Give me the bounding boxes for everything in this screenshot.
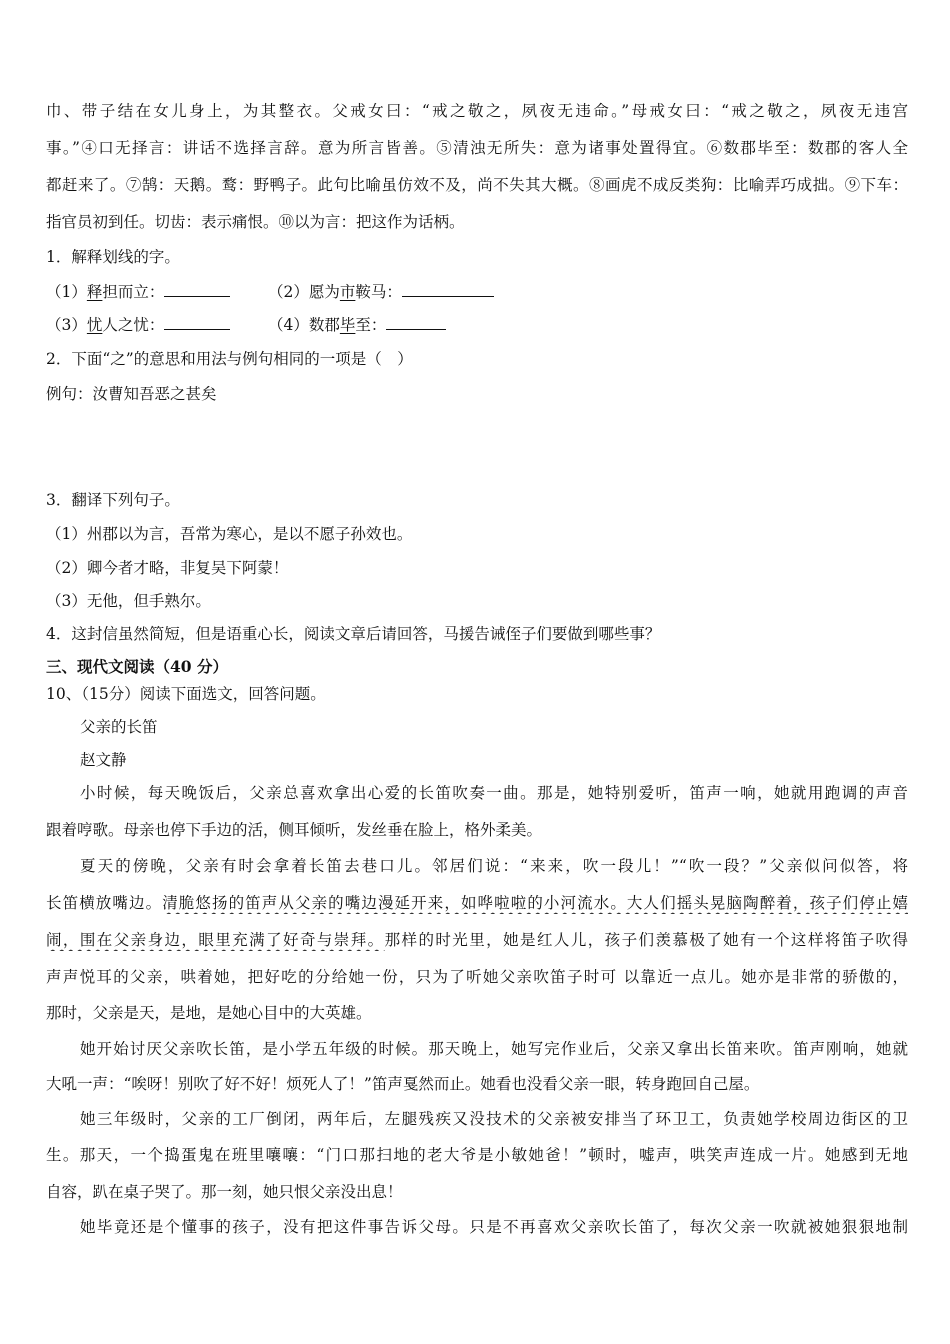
section-heading: 三、现代文阅读（40 分） [46, 657, 228, 676]
para-2-line-2: 长笛横放嘴边。清脆悠扬的笛声从父亲的嘴边漫延开来，如哗啦啦的小河流水。大人们摇头晃脑陶醉着，孩子们停止嬉 [46, 894, 908, 912]
q1-item-1: （1）释担而立： [46, 283, 230, 301]
answer-blank[interactable] [164, 315, 230, 330]
para-1-line-1: 小时候，每天晚饭后，父亲总喜欢拿出心爱的长笛吹奏一曲。那是，她特别爱听，笛声一响，她就用跑调的声音 [80, 784, 908, 802]
para-4-line-2: 生。那天，一个捣蛋鬼在班里嚷嚷：“门口那扫地的老大爷是小敏她爸！”顿时，嘘声，哄笑声连成一片。她感到无地 [46, 1146, 908, 1164]
q1-item-4: （4）数郡毕至： [268, 314, 446, 336]
para-2-line-4: 声声悦耳的父亲，哄着她，把好吃的分给她一份，只为了听她父亲吹笛子时可 以靠近一点儿。她亦是非常的骄傲的， [46, 968, 908, 986]
q1-item-3: （3）忧人之忧： [46, 316, 230, 334]
q10-instruction: 10、（15分）阅读下面选文，回答问题。 [46, 685, 326, 703]
para-3-line-1: 她开始讨厌父亲吹长笛，是小学五年级的时候。那天晚上，她写完作业后，父亲又拿出长笛来吹。笛声刚响，她就 [80, 1040, 908, 1058]
underlined-char: 释 [86, 283, 103, 301]
note-line-3: 都赶来了。⑦鹄：天鹅。鹜：野鸭子。此句比喻虽仿效不及，尚不失其大概。⑧画虎不成反类狗：比喻弄巧成拙。⑨下车： [46, 176, 908, 194]
answer-blank[interactable] [402, 282, 494, 297]
q3-item-1: （1）州郡以为言，吾常为寒心，是以不愿子孙效也。 [46, 525, 413, 543]
underlined-char: 毕 [339, 316, 356, 334]
para-3-line-2: 大吼一声：“唉呀！别吹了好不好！烦死人了！”笛声戛然而止。她看也没看父亲一眼，转身跑回自己屋。 [46, 1075, 760, 1093]
note-line-4: 指官员初到任。切齿：表示痛恨。⑩以为言：把这作为话柄。 [46, 213, 465, 231]
article-author: 赵文静 [80, 751, 127, 769]
para-4-line-3: 自容，趴在桌子哭了。那一刻，她只恨父亲没出息！ [46, 1183, 403, 1201]
para-5-line-1: 她毕竟还是个懂事的孩子，没有把这件事告诉父母。只是不再喜欢父亲吹长笛了，每次父亲一吹就被她狠狠地制 [80, 1218, 908, 1236]
answer-blank[interactable] [386, 315, 446, 330]
q1-item-2: （2）愿为市鞍马： [268, 281, 494, 303]
underlined-char: 市 [339, 283, 356, 301]
q1-row-1 [46, 281, 908, 303]
para-4-line-1: 她三年级时，父亲的工厂倒闭，两年后，左腿残疾又没技术的父亲被安排当了环卫工，负责她学校周边街区的卫 [80, 1110, 908, 1128]
article-title: 父亲的长笛 [80, 718, 158, 736]
para-2-line-3: 闹，围在父亲身边，眼里充满了好奇与崇拜。那样的时光里，她是红人儿，孩子们羡慕极了她有一个这样将笛子吹得 [46, 931, 908, 949]
para-1-line-2: 跟着哼歌。母亲也停下手边的活，侧耳倾听，发丝垂在脸上，格外柔美。 [46, 821, 543, 839]
answer-blank[interactable] [164, 282, 230, 297]
q4-stem: 4．这封信虽然简短，但是语重心长，阅读文章后请回答，马援告诫侄子们要做到哪些事？ [46, 625, 661, 643]
q2-stem: 2．下面“之”的意思和用法与例句相同的一项是（ ） [46, 350, 413, 368]
q3-stem: 3．翻译下列句子。 [46, 491, 180, 509]
underlined-char: 忧 [86, 316, 103, 334]
q2-example: 例句：汝曹知吾恶之甚矣 [46, 385, 217, 403]
para-2-line-1: 夏天的傍晚，父亲有时会拿着长笛去巷口儿。邻居们说：“来来，吹一段儿！”“吹一段？”父亲似问似答，将 [80, 857, 908, 875]
para-2-line-5: 那时，父亲是天，是地，是她心目中的大英雄。 [46, 1004, 372, 1022]
q3-item-3: （3）无他，但手熟尔。 [46, 592, 211, 610]
wavy-underlined-text: 闹，围在父亲身边，眼里充满了好奇与崇拜。 [46, 931, 385, 949]
note-line-1: 巾、带子结在女儿身上，为其整衣。父戒女曰：“戒之敬之，夙夜无违命。”母戒女曰：“戒之敬之，夙夜无违宫 [46, 102, 908, 120]
q3-item-2: （2）卿今者才略，非复吴下阿蒙！ [46, 559, 289, 577]
q1-row-2 [46, 314, 908, 336]
q1-stem: 1．解释划线的字。 [46, 248, 180, 266]
wavy-underlined-text: 清脆悠扬的笛声从父亲的嘴边漫延开来，如哗啦啦的小河流水。大人们摇头晃脑陶醉着，孩子们停止嬉 [162, 894, 908, 912]
note-line-2: 事。”④口无择言：讲话不选择言辞。意为所言皆善。⑤清浊无所失：意为诸事处置得宜。⑥数郡毕至：数郡的客人全 [46, 139, 908, 157]
